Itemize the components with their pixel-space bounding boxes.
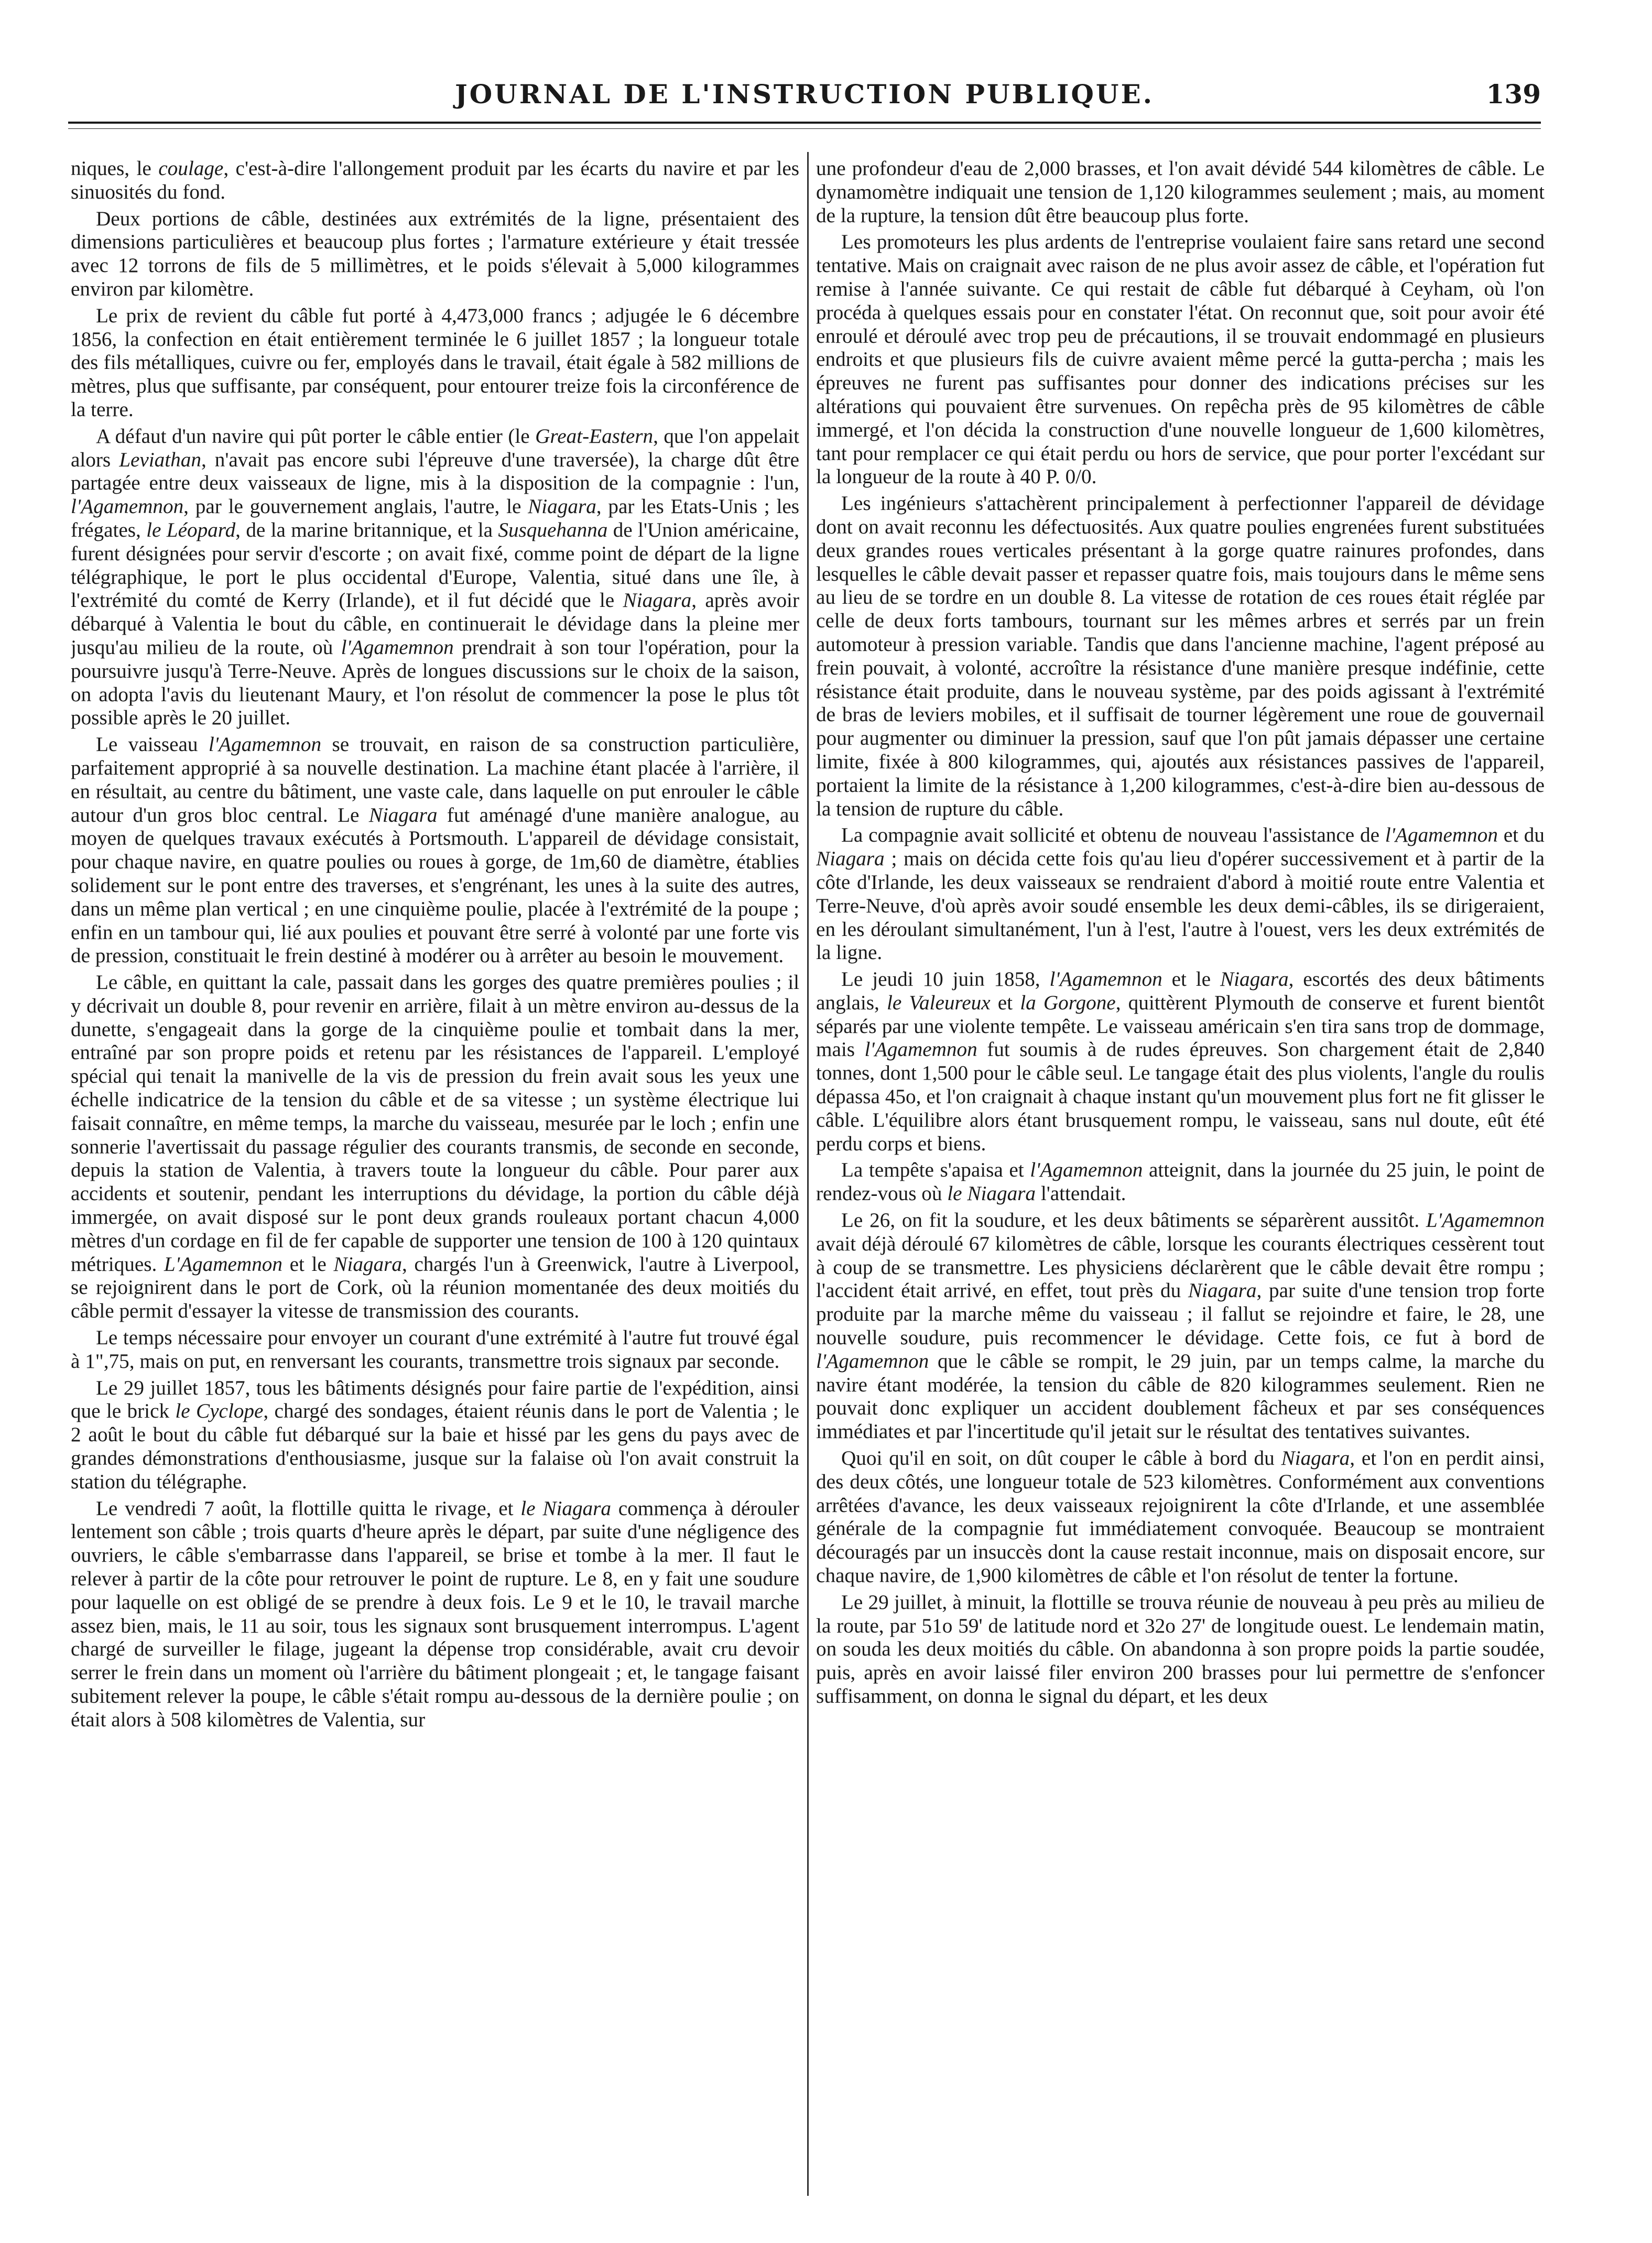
text-run: Le 29 juillet, à minuit, la flottille se trouva réunie de nouveau à peu près au milieu de la route, par 51o 59' de latitude nord et 32o 27' de longitude ouest. Le lendemain matin, on souda les deux moitiés du câble. On abandonna à son propre poids la partie soudée, puis, après en avoir laissé filer environ 200 brasses pour lui permettre de s'enfoncer suffisamment, on donna le signal du départ, et les deux xyxy=(816,1591,1545,1707)
text-run: , chargé des sondages, étaient réunis dans le port de Valentia ; le 2 août le bout du câble fut débarqué sur la baie et hissé par les gens du pays avec de grandes démonstrations d'enthousiasme, jusque sur la falaise où l'on avait construit la station du télégraphe. xyxy=(71,1400,799,1493)
text-run: A défaut d'un navire qui pût porter le câble entier (le xyxy=(96,424,536,448)
text-run: Le 29 juillet 1857, tous les bâtiments désignés pour faire partie de l'expédition, ainsi que le brick xyxy=(71,1376,799,1423)
text-run: et du xyxy=(1497,824,1545,847)
paragraph xyxy=(816,231,1545,489)
text-run: La compagnie avait sollicité et obtenu de nouveau l'assistance de xyxy=(841,824,1385,847)
text-run: , que l'on appelait alors xyxy=(71,424,799,471)
text-run: et le xyxy=(282,1253,334,1276)
paragraph xyxy=(816,1159,1545,1206)
italic-text: Niagara xyxy=(1220,968,1289,991)
text-run: , par suite d'une tension trop forte produite par la marche même du vaisseau ; il fallut se rejoindre et faire, le 28, une nouvelle soudure, puis recommencer le dévidage. Cette fois, ce fut à bord de xyxy=(816,1279,1545,1349)
text-run: Quoi qu'il en soit, on dût couper le câble à bord du xyxy=(841,1447,1281,1470)
text-run: Le temps nécessaire pour envoyer un courant d'une extrémité à l'autre fut trouvé égal à 1",75, mais on put, en renversant les courants, transmettre trois signaux par seconde. xyxy=(71,1326,799,1373)
italic-text: l'Agamemnon xyxy=(71,495,184,518)
text-run: fut soumis à de rudes épreuves. Son chargement était de 2,840 tonnes, dont 1,500 pour le câble seul. Le tangage était des plus violents, l'angle du roulis dépassa 45o, et l'on craignait à chaque instant qu'un mouvement plus fort ne fit glisser le câble. L'équilibre alors étant brusquement rompu, le vaisseau, sans nul doute, eût été perdu corps et biens. xyxy=(816,1038,1545,1155)
paragraph xyxy=(71,425,799,730)
text-run: atteignit, dans la journée du 25 juin, le point de rendez-vous où xyxy=(816,1159,1545,1205)
paragraph xyxy=(816,157,1545,227)
text-run: , escortés des deux bâtiments anglais, xyxy=(816,968,1545,1014)
italic-text: l'Agamemnon xyxy=(208,733,322,756)
text-run: Le vaisseau xyxy=(96,733,209,756)
paragraph xyxy=(71,304,799,422)
italic-text: Susquehanna xyxy=(498,518,608,541)
text-run: Le prix de revient du câble fut porté à 4,473,000 francs ; adjugée le 6 décembre 1856, la confection en était entièrement terminée le 6 juillet 1857 ; la longueur totale des fils métalliques, cuivre ou fer, employés dans le travail, était égale à 582 millions de mètres, plus que suffisante, par conséquent, pour entourer treize fois la circonférence de la terre. xyxy=(71,304,799,421)
right-column xyxy=(816,157,1545,2201)
text-run: niques, le xyxy=(71,157,159,180)
italic-text: le Valeureux xyxy=(886,991,991,1014)
text-run: et xyxy=(990,991,1020,1014)
text-run: Les ingénieurs s'attachèrent principalement à perfectionner l'appareil de dévidage dont on avait reconnu les défectuosités. Aux quatre poulies engrenées furent substituées deux grandes roues verticales présentant à la gorge quatre rainures profondes, dans lesquelles le câble devait passer et repasser quatre fois, mais toujours dans le même sens au lieu de se tordre en un double 8. La vitesse de rotation de ces roues était réglée par celle de deux forts tambours, tournant sur les mêmes arbres et serrés par un frein automoteur à pression variable. Tandis que dans l'ancienne machine, l'agent préposé au frein pouvait, à volonté, accroître la résistance d'une manière presque indéfinie, cette résistance était produite, dans le nouveau système, par des poids agissant à l'extrémité de bras de leviers mobiles, et il suffisait de tourner légèrement une roue de gouvernail pour augmenter ou diminuer la pression, sauf que l'on pût jamais dépasser une certaine limite, fixée à 800 kilogrammes, qui, ajoutés aux résistances passives de l'appareil, portaient la limite de la résistance à 1,200 kilogrammes, c'est-à-dire bien au-dessous de la tension de rupture du câble. xyxy=(816,492,1545,820)
text-run: , et l'on en perdit ainsi, des deux côtés, une longueur totale de 523 kilomètres. Conformément aux conventions arrêtées d'avance, les deux vaisseaux rejoignirent la côte d'Irlande, et une assemblée générale de la compagnie fut immédiatement convoquée. Beaucoup se montraient découragés par un insuccès dont la cause restait inconnue, mais on disposait encore, sur chaque navire, de 1,900 kilomètres de câble et l'on résolut de tenter la fortune. xyxy=(816,1447,1545,1587)
text-run: une profondeur d'eau de 2,000 brasses, et l'on avait dévidé 544 kilomètres de câble. Le dynamomètre indiquait une tension de 1,120 kilogrammes seulement ; mais, au moment de la rupture, la tension dût être beaucoup plus forte. xyxy=(816,157,1545,227)
journal-title: JOURNAL DE L'INSTRUCTION PUBLIQUE. xyxy=(454,79,1155,110)
italic-text: Niagara xyxy=(1188,1279,1257,1302)
text-run: , par le gouvernement anglais, l'autre, le xyxy=(183,495,528,518)
italic-text: Niagara xyxy=(1281,1447,1350,1470)
paragraph xyxy=(71,1377,799,1494)
italic-text: l'Agamemnon xyxy=(341,636,454,659)
italic-text: coulage xyxy=(158,157,224,180)
page-number: 139 xyxy=(1486,79,1541,110)
page-header xyxy=(68,79,1541,110)
text-run: fut aménagé d'une manière analogue, au moyen de quelques travaux exécutés à Portsmouth. L'appareil de dévidage consistait, pour chaque navire, en quatre poulies ou roues à gorge, de 1m,60 de diamètre, établies solidement sur le pont entre des traverses, et s'engrénant, les unes à la suite des autres, dans un même plan vertical ; en une cinquième poulie, placée à l'extrémité de la poupe ; enfin en un tambour qui, lié aux poulies et pouvant être serré à volonté par une forte vis de pression, constituait le frein destiné à modérer ou à arrêter au besoin le mouvement. xyxy=(71,803,799,967)
italic-text: Niagara xyxy=(333,1253,402,1276)
text-run: prendrait à son tour l'opération, pour la poursuivre jusqu'à Terre-Neuve. Après de longues discussions sur le choix de la saison, on adopta l'avis du lieutenant Maury, et l'on résolut de commencer la pose le plus tôt possible après le 20 juillet. xyxy=(71,636,799,729)
italic-text: le Niagara xyxy=(520,1497,611,1520)
paragraph xyxy=(816,968,1545,1156)
text-run: , après avoir débarqué à Valentia le bout du câble, en continuerait le dévidage dans la pleine mer jusqu'au milieu de la route, où xyxy=(71,589,799,659)
text-run: et le xyxy=(1162,968,1220,991)
text-run: que le câble se rompit, le 29 juin, par un temps calme, la marche du navire étant modérée, la tension du câble de 820 kilogrammes seulement. Rien ne pouvait donc expliquer un accident doublement fâcheux et par ses conséquences immédiates et par l'incertitude qu'il jetait sur le résultat des tentatives suivantes. xyxy=(816,1349,1545,1443)
paragraph xyxy=(71,1497,799,1732)
italic-text: Leviathan xyxy=(119,448,201,471)
text-run: Le 26, on fit la soudure, et les deux bâtiments se séparèrent aussitôt. xyxy=(841,1209,1426,1232)
text-run: La tempête s'apaisa et xyxy=(841,1159,1030,1182)
paragraph xyxy=(816,1591,1545,1708)
text-run: l'attendait. xyxy=(1036,1182,1126,1205)
text-run: Le jeudi 10 juin 1858, xyxy=(841,968,1050,991)
text-run: commença à dérouler lentement son câble ; trois quarts d'heure après le départ, par suite d'une négligence des ouvriers, le câble s'embarrasse dans l'appareil, se brise et tombe à la mer. Il faut le relever à partir de la côte pour retrouver le point de rupture. Le 8, en y fait une soudure pour laquelle on est obligé de se prendre à deux fois. Le 9 et le 10, le travail marche assez bien, mais, le 11 au soir, tous les signaux sont brusquement interrompus. L'agent chargé de surveiller le filage, jugeant la dépense trop considérable, avait cru devoir serrer le frein dans un moment où l'arrière du bâtiment plongeait ; et, le tangage faisant subitement relever la poupe, le câble s'était rompu au-dessous de la dernière poulie ; on était alors à 508 kilomètres de Valentia, sur xyxy=(71,1497,799,1731)
text-run: , par les Etats-Unis ; les frégates, xyxy=(71,495,799,541)
italic-text: le Léopard xyxy=(146,518,236,541)
italic-text: Niagara xyxy=(528,495,596,518)
italic-text: L'Agamemnon xyxy=(164,1253,282,1276)
italic-text: le Cyclope xyxy=(175,1400,264,1423)
text-run: Les promoteurs les plus ardents de l'entreprise voulaient faire sans retard une second tentative. Mais on craignait avec raison de ne plus avoir assez de câble, et l'opération fut remise à l'année suivante. Ce qui restait de câble fut débarqué à Ceyham, où l'on procéda à quelques essais pour en constater l'état. On reconnut que, soit pour avoir été enroulé et déroulé avec trop peu de précautions, il se trouvait endommagé en plusieurs endroits et que plusieurs fils de cuivre avaient même percé la gutta-percha ; mais les épreuves ne furent pas suffisantes pour donner des indications précises sur les altérations qui pouvaient être survenues. On repêcha près de 95 kilomètres de câble immergé, et l'on décida la construction d'une nouvelle longueur de 1,600 kilomètres, tant pour remplacer ce qui était perdu ou hors de service, que pour porter l'excédant sur la longueur de la route à 40 P. 0/0. xyxy=(816,231,1545,488)
italic-text: Niagara xyxy=(816,847,885,870)
italic-text: l'Agamemnon xyxy=(1049,968,1162,991)
text-run: ; mais on décida cette fois qu'au lieu d'opérer successivement et à partir de la côte d'Irlande, les deux vaisseaux se rendraient d'abord à moitié route entre Valentia et Terre-Neuve, d'où après avoir soudé ensemble les deux demi-câbles, ils se dirigeraient, en les déroulant simultanément, l'un à l'est, l'autre à l'ouest, vers les deux extrémités de la ligne. xyxy=(816,847,1545,964)
italic-text: l'Agamemnon xyxy=(816,1349,929,1373)
column-divider xyxy=(807,152,809,2196)
text-run: Deux portions de câble, destinées aux extrémités de la ligne, présentaient des dimensions particulières et beaucoup plus fortes ; l'armature extérieure y était tressée avec 12 torrons de fils de 5 millimètres, et le poids s'élevait à 5,000 kilogrammes environ par kilomètre. xyxy=(71,207,799,300)
italic-text: L'Agamemnon xyxy=(1426,1209,1545,1232)
paragraph xyxy=(816,1447,1545,1588)
italic-text: Niagara xyxy=(368,803,438,826)
paragraph xyxy=(71,1326,799,1374)
text-run: , c'est-à-dire l'allongement produit par les écarts du navire et par les sinuosités du fond. xyxy=(71,157,799,203)
italic-text: l'Agamemnon xyxy=(1030,1159,1143,1182)
italic-text: la Gorgone xyxy=(1020,991,1116,1014)
italic-text: Great-Eastern xyxy=(535,424,654,448)
paragraph xyxy=(816,824,1545,965)
paragraph xyxy=(71,733,799,968)
italic-text: l'Agamemnon xyxy=(1385,824,1498,847)
italic-text: Niagara xyxy=(623,589,692,612)
header-rule-thick xyxy=(68,122,1541,124)
paragraph xyxy=(71,971,799,1323)
paragraph xyxy=(71,157,799,204)
text-run: , quittèrent Plymouth de conserve et furent bientôt séparés par une violente tempête. Le vaisseau américain s'en tira sans trop de dommage, mais xyxy=(816,991,1545,1061)
text-run: avait déjà déroulé 67 kilomètres de câble, lorsque les courants électriques cessèrent tout à coup de se transmettre. Les physiciens déclarèrent que le câble devait être rompu ; l'accident était arrivé, en effet, tout près du xyxy=(816,1232,1545,1302)
italic-text: l'Agamemnon xyxy=(864,1038,977,1061)
text-run: Le câble, en quittant la cale, passait dans les gorges des quatre premières poulies ; il y décrivait un double 8, pour revenir en arrière, filait à un mètre environ au-dessus de la dunette, s'engageait dans la gorge de la cinquième poulie et tombait dans la mer, entraîné par son propre poids et retenu par les résistances de l'appareil. L'employé spécial qui tenait la manivelle de la vis de pression du frein avait sous les yeux une échelle indicatrice de la tension du câble et de sa vitesse ; un système électrique lui faisait connaître, en même temps, la marche du vaisseau, mesurée par le loch ; enfin une sonnerie l'avertissait du passage régulier des courants transmis, de seconde en seconde, depuis la station de Valentia, à travers toute la longueur du câble. Pour parer aux accidents et soutenir, pendant les interruptions du dévidage, la portion du câble déjà immergée, on avait disposé sur le pont deux grands rouleaux portant chacun 4,000 mètres d'un cordage en fil de fer capable de supporter une tension de 100 à 120 quintaux métriques. xyxy=(71,971,799,1276)
text-run: Le vendredi 7 août, la flottille quitta le rivage, et xyxy=(96,1497,521,1520)
text-run: , n'avait pas encore subi l'épreuve d'une traversée), la charge dût être partagée entre deux vaisseaux de ligne, mis à la disposition de la compagnie : l'un, xyxy=(71,448,799,495)
paragraph xyxy=(816,1209,1545,1444)
text-run: se trouvait, en raison de sa construction particulière, parfaitement approprié à sa nouvelle destination. La machine étant placée à l'arrière, il en résultait, au centre du bâtiment, une vaste cale, dans laquelle on put enrouler le câble autour d'un gros bloc central. Le xyxy=(71,733,799,826)
left-column xyxy=(71,157,799,2201)
text-run: , de la marine britannique, et la xyxy=(235,518,498,541)
paragraph xyxy=(816,492,1545,821)
header-rule-thin xyxy=(68,128,1541,129)
text-run: de l'Union américaine, furent désignées pour servir d'escorte ; on avait fixé, comme point de départ de la ligne télégraphique, le port le plus occidental d'Europe, Valentia, situé dans une île, à l'extrémité du comté de Kerry (Irlande), et il fut décidé que le xyxy=(71,518,799,612)
text-run: , chargés l'un à Greenwick, l'autre à Liverpool, se rejoignirent dans le port de Cork, où la réunion momentanée des deux moitiés du câble permit d'essayer la vitesse de transmission des courants. xyxy=(71,1253,799,1323)
italic-text: le Niagara xyxy=(947,1182,1036,1205)
paragraph xyxy=(71,208,799,301)
